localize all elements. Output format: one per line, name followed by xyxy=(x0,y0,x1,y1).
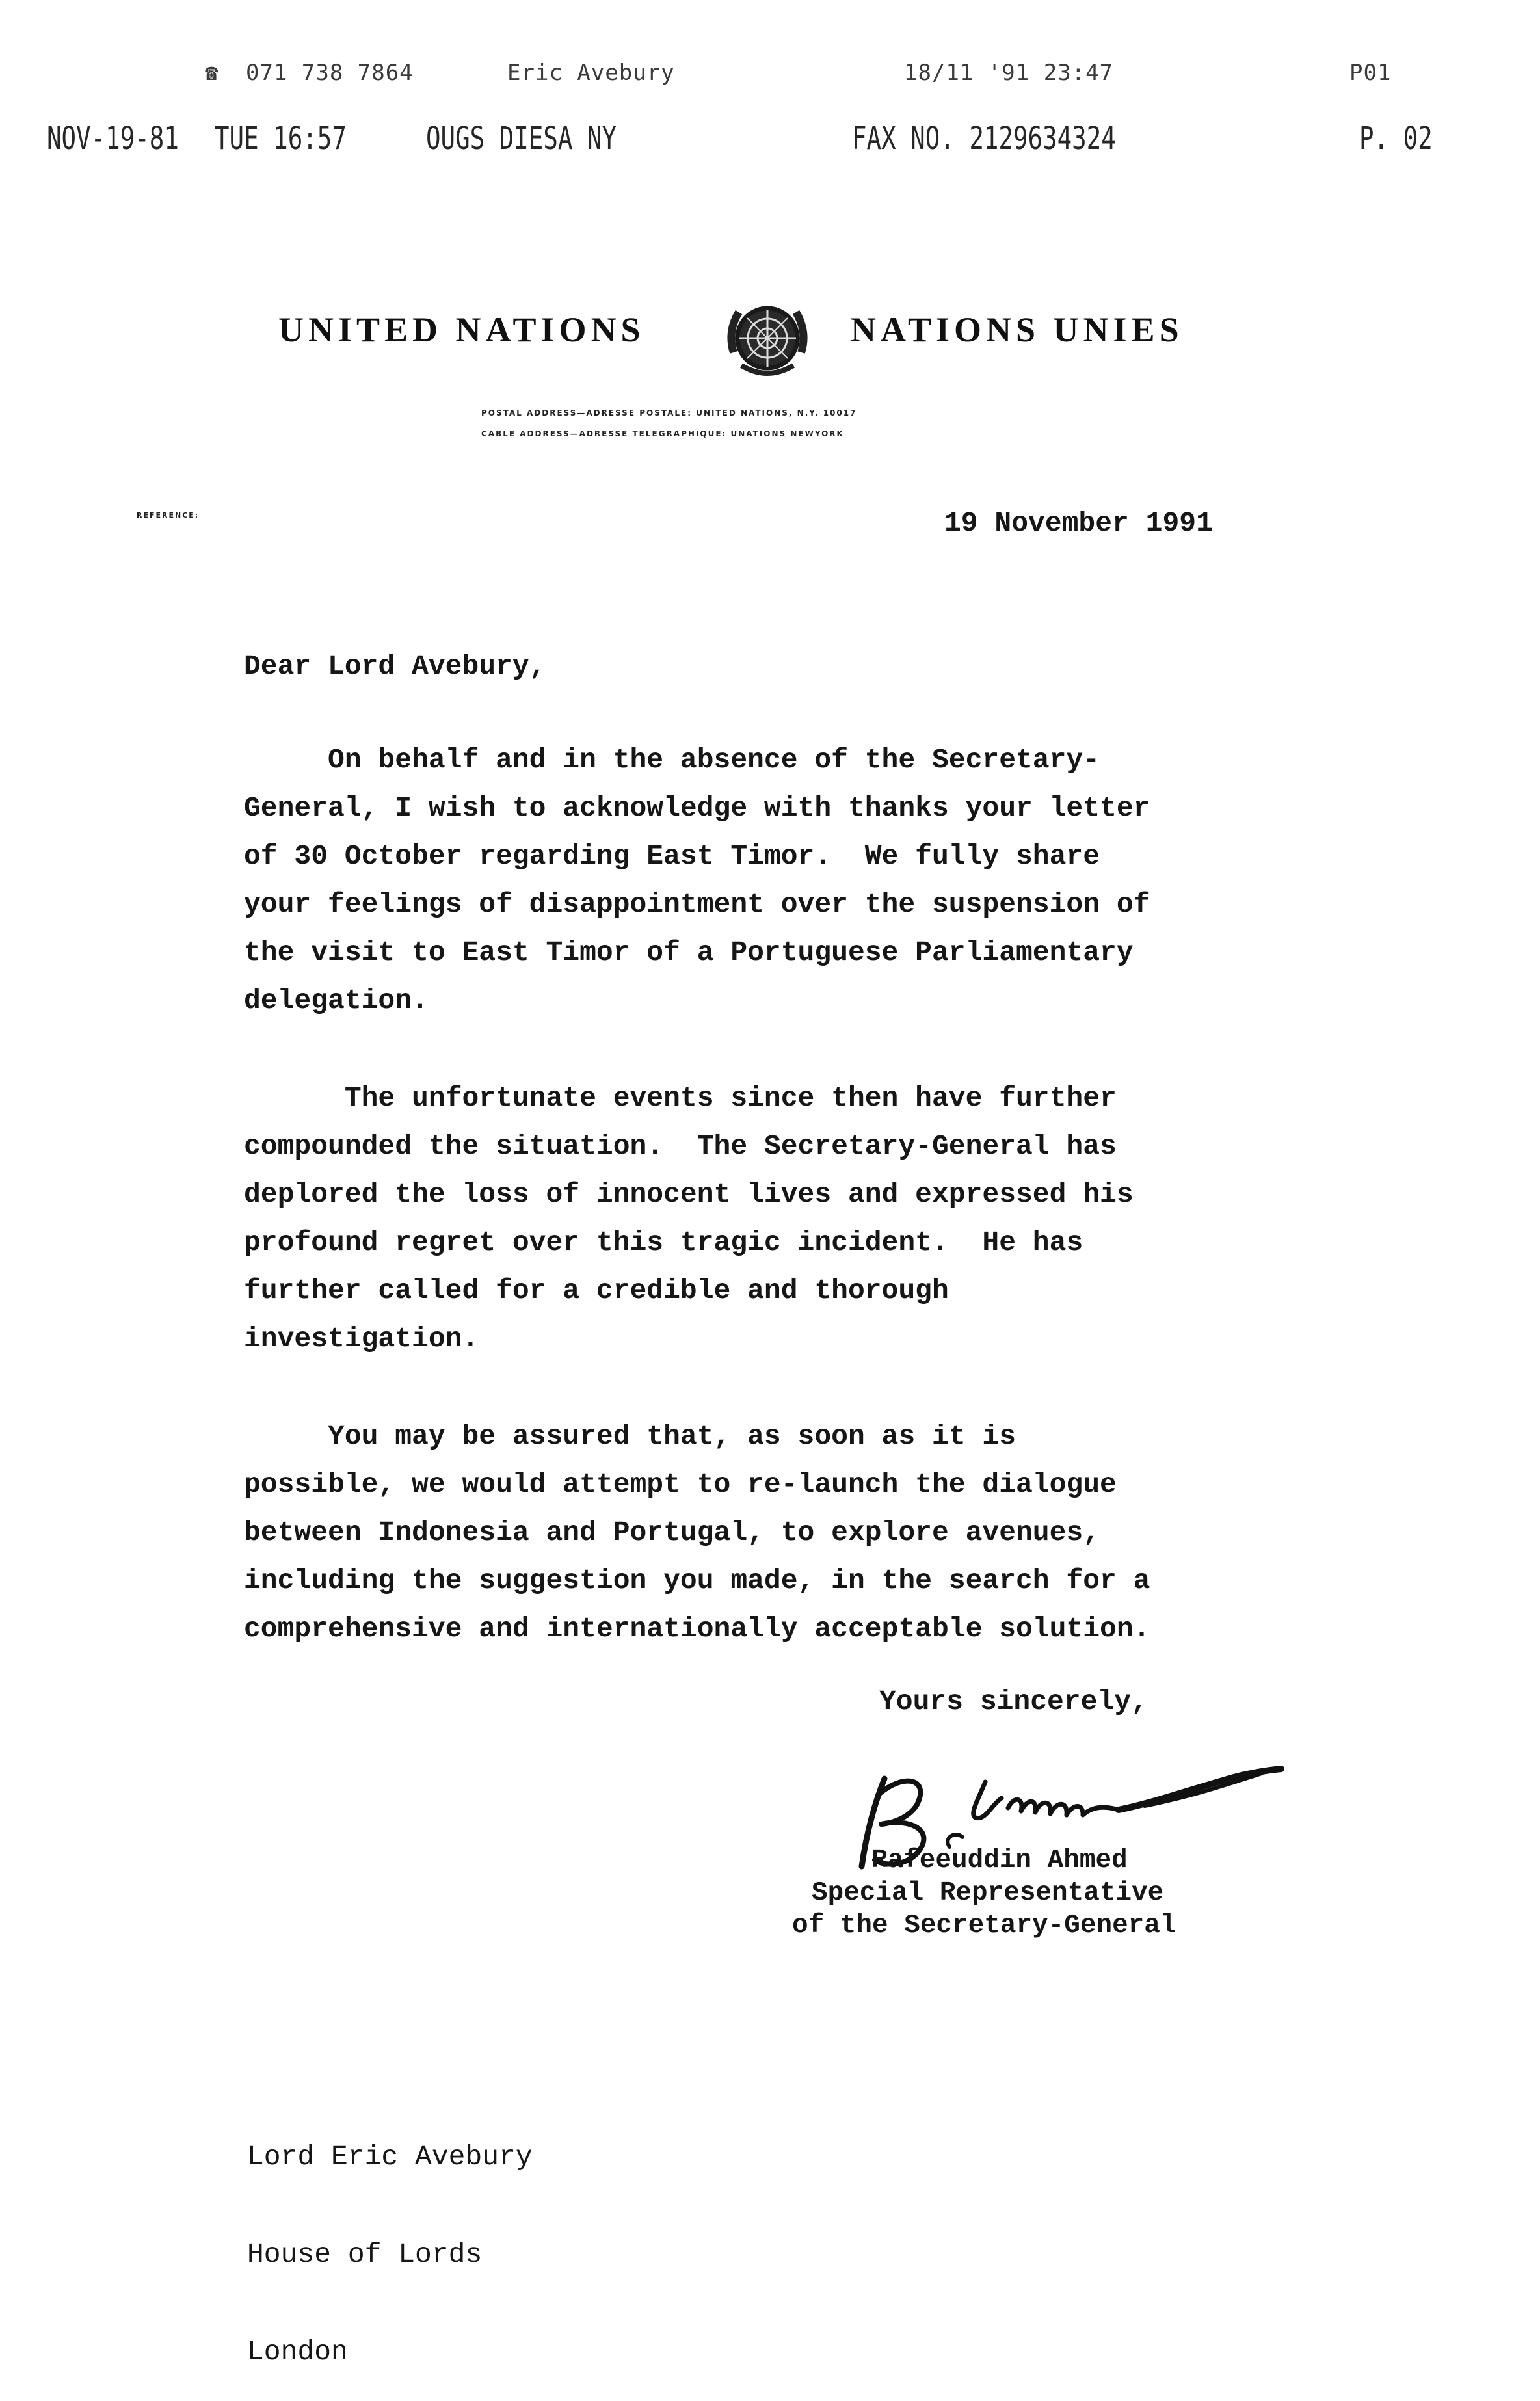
fax-page-second: P. 02 xyxy=(1359,120,1433,157)
salutation: Dear Lord Avebury, xyxy=(244,650,546,682)
cable-address: CABLE ADDRESS—ADRESSE TELEGRAPHIQUE: UNATIONS NEWYORK xyxy=(481,429,844,438)
fax-date: NOV-19-81 xyxy=(47,120,179,157)
paragraph-line: delegation. xyxy=(244,985,429,1016)
paragraph-line: your feelings of disappointment over the suspension of xyxy=(244,888,1150,920)
org-name-english: UNITED NATIONS xyxy=(278,310,645,349)
fax-number: FAX NO. 2129634324 xyxy=(852,120,1116,157)
paragraph-line: further called for a credible and thorough xyxy=(244,1275,949,1307)
paragraph-1 xyxy=(244,736,1349,1025)
un-emblem-icon xyxy=(722,293,813,384)
fax-page-top: P01 xyxy=(1349,60,1392,86)
fax-phone-number: 071 738 7864 xyxy=(246,60,414,86)
paragraph-line: On behalf and in the absence of the Secretary- xyxy=(244,744,1100,776)
paragraph-line: compounded the situation. The Secretary-General has xyxy=(244,1130,1117,1162)
fax-sender: Eric Avebury xyxy=(507,60,675,86)
paragraph-line: General, I wish to acknowledge with thanks your letter xyxy=(244,792,1150,824)
signatory-name: Rafeeuddin Ahmed xyxy=(871,1846,1128,1876)
paragraph-line: The unfortunate events since then have further xyxy=(244,1082,1117,1114)
paragraph-line: of 30 October regarding East Timor. We fully share xyxy=(244,840,1100,872)
paragraph-line: You may be assured that, as soon as it is xyxy=(244,1420,1016,1452)
paragraph-line: deplored the loss of innocent lives and expressed his xyxy=(244,1178,1134,1210)
closing: Yours sincerely, xyxy=(879,1686,1148,1718)
fax-time: TUE 16:57 xyxy=(215,120,347,157)
postal-address: POSTAL ADDRESS—ADRESSE POSTALE: UNITED NATIONS, N.Y. 10017 xyxy=(481,408,857,418)
signatory-title: of the Secretary-General xyxy=(792,1911,1176,1941)
paragraph-line: comprehensive and internationally acceptable solution. xyxy=(244,1613,1150,1645)
recipient-address-line: London xyxy=(247,2336,348,2368)
paragraph-line: between Indonesia and Portugal, to explore avenues, xyxy=(244,1517,1100,1548)
paragraph-line: the visit to East Timor of a Portuguese Parliamentary xyxy=(244,936,1134,968)
org-name-french: NATIONS UNIES xyxy=(851,310,1184,349)
signatory-title: Special Representative xyxy=(812,1878,1164,1908)
paragraph-line: investigation. xyxy=(244,1323,479,1355)
paragraph-line: including the suggestion you made, in the search for a xyxy=(244,1565,1150,1597)
fax-office: OUGS DIESA NY xyxy=(426,120,617,157)
paragraph-3 xyxy=(244,1413,1349,1653)
paragraph-2 xyxy=(244,1074,1349,1363)
recipient-address-line: House of Lords xyxy=(247,2238,483,2270)
paragraph-line: profound regret over this tragic incident. He has xyxy=(244,1227,1083,1258)
reference-label: REFERENCE: xyxy=(137,511,200,520)
recipient-name: Lord Eric Avebury xyxy=(247,2141,533,2173)
recipient-address xyxy=(247,2076,533,2401)
fax-datetime: 18/11 '91 23:47 xyxy=(904,60,1114,86)
phone-icon: ☎ xyxy=(205,60,219,86)
letter-date: 19 November 1991 xyxy=(944,507,1213,539)
paragraph-line: possible, we would attempt to re-launch the dialogue xyxy=(244,1468,1117,1500)
